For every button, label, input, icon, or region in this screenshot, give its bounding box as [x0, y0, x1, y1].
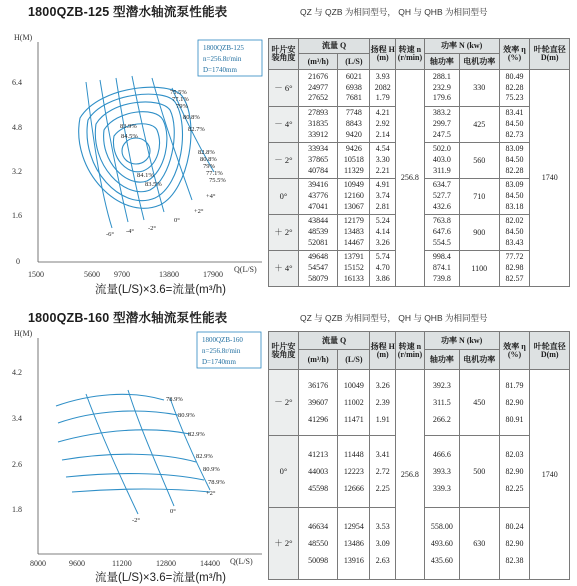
shaft-power-cell: 502.0 403.0 311.9 — [424, 143, 459, 179]
x-tick: 5600 — [84, 270, 100, 279]
y-tick: 3.4 — [12, 414, 22, 423]
speed-value: 256.8 — [396, 70, 425, 287]
header-speed: 转速 n (r/min) — [396, 332, 425, 370]
motor-power-cell: 900 — [460, 215, 499, 251]
efficiency-labels — [166, 396, 225, 486]
flow-m3h-cell: 49648 54547 58079 — [298, 251, 337, 287]
angle-label: -2° — [132, 517, 141, 524]
shaft-power-cell: 634.7 527.7 432.6 — [424, 179, 459, 215]
efficiency-cell: 82.03 82.90 82.25 — [499, 436, 530, 508]
flow-ls-cell: 10949 12160 13067 — [338, 179, 370, 215]
speed-value: 256.8 — [396, 370, 425, 580]
header-angle: 叶片安装角度 — [269, 332, 299, 370]
blade-angle: 0° — [269, 436, 299, 508]
header-flow-m3h: (m³/h) — [298, 350, 337, 370]
flow-ls-cell: 6021 6938 7681 — [338, 70, 370, 107]
header-shaft-power: 轴功率 — [424, 350, 459, 370]
shaft-power-cell: 383.2 299.7 247.5 — [424, 107, 459, 143]
header-shaft-power: 轴功率 — [424, 54, 459, 70]
header-power: 功率 N (kw) — [424, 332, 499, 350]
flow-m3h-cell: 33934 37865 40784 — [298, 143, 337, 179]
efficiency-labels — [120, 89, 226, 188]
y-tick: 3.2 — [12, 167, 22, 176]
blade-angle: － 6° — [269, 70, 299, 107]
pump-diameter: D=1740mm — [202, 358, 236, 366]
x-tick: 9700 — [114, 270, 130, 279]
angle-label: +2° — [194, 208, 204, 215]
eff-label: 82.7% — [188, 126, 205, 133]
eff-label: 75.5% — [209, 177, 226, 184]
pump-model: 1800QZB-125 — [203, 44, 244, 52]
header-head: 扬程 H (m) — [370, 39, 396, 70]
impeller-diameter-value: 1740 — [530, 370, 570, 580]
header-impeller-diameter: 叶轮直径 D(m) — [530, 39, 570, 70]
model-note: QZ 与 QZB 为相同型号， QH 与 QHB 为相同型号 — [300, 7, 488, 17]
blade-angle-curves — [86, 390, 210, 514]
y-tick: 1.6 — [12, 211, 22, 220]
eff-label: 80.9% — [203, 466, 220, 473]
flow-ls-cell: 13791 15152 16133 — [338, 251, 370, 287]
x-axis-label: Q(L/S) — [230, 557, 253, 566]
x-tick: 17900 — [203, 270, 223, 279]
x-tick: 12800 — [156, 559, 176, 568]
section-1800qzb-160 — [0, 302, 577, 586]
table-row — [269, 370, 570, 436]
angle-label: -6° — [106, 231, 115, 238]
flow-ls-cell: 11448 12223 12666 — [338, 436, 370, 508]
x-tick: 11200 — [112, 559, 132, 568]
efficiency-cell: 83.09 84.50 82.28 — [499, 143, 530, 179]
motor-power-cell: 710 — [460, 179, 499, 215]
flow-m3h-cell: 41213 44003 45598 — [298, 436, 337, 508]
angle-label: 0° — [170, 508, 176, 515]
header-head: 扬程 H (m) — [370, 332, 396, 370]
blade-angle: － 2° — [269, 143, 299, 179]
eff-label: 77.1% — [172, 96, 189, 103]
eff-label: 78.9% — [166, 396, 183, 403]
efficiency-cell: 81.79 82.90 80.91 — [499, 370, 530, 436]
y-axis-label: H(M) — [14, 329, 33, 338]
motor-power-cell: 450 — [460, 370, 499, 436]
head-cell: 3.53 3.09 2.63 — [370, 508, 396, 580]
flow-m3h-cell: 21676 24977 27652 — [298, 70, 337, 107]
flow-conversion-note: 流量(L/S)×3.6=流量(m³/h) — [95, 572, 226, 584]
header-impeller-diameter: 叶轮直径 D(m) — [530, 332, 570, 370]
shaft-power-cell: 392.3 311.5 266.2 — [424, 370, 459, 436]
header-flow-m3h: (m³/h) — [298, 54, 337, 70]
flow-ls-cell: 12954 13486 13916 — [338, 508, 370, 580]
head-cell: 3.26 2.39 1.91 — [370, 370, 396, 436]
header-power: 功率 N (kw) — [424, 39, 499, 54]
blade-angle: ＋ 2° — [269, 508, 299, 580]
x-tick: 9600 — [69, 559, 85, 568]
header-efficiency: 效率 η (%) — [499, 332, 530, 370]
eff-label: 84.5% — [121, 133, 138, 140]
motor-power-cell: 630 — [460, 508, 499, 580]
model-note: QZ 与 QZB 为相同型号， QH 与 QHB 为相同型号 — [300, 313, 488, 323]
pump-diameter: D=1740mm — [203, 66, 237, 74]
pump-speed: n=256.8r/min — [202, 347, 241, 355]
eff-label: 83.9% — [120, 123, 137, 130]
efficiency-cell: 83.09 84.50 83.18 — [499, 179, 530, 215]
shaft-power-cell: 998.4 874.1 739.8 — [424, 251, 459, 287]
eff-label: 80.9% — [178, 412, 195, 419]
angle-labels — [132, 490, 216, 524]
angle-label: +2° — [206, 490, 216, 497]
blade-angle: 0° — [269, 179, 299, 215]
y-tick: 2.6 — [12, 460, 22, 469]
eff-label: 82.9% — [188, 431, 205, 438]
flow-m3h-cell: 43844 48539 52081 — [298, 215, 337, 251]
header-flow: 流量 Q — [298, 332, 370, 350]
head-cell: 3.93 2082 1.79 — [370, 70, 396, 107]
eff-label: 79% — [176, 103, 188, 110]
eff-label: 75.5% — [170, 89, 187, 96]
head-cell: 4.21 2.92 2.14 — [370, 107, 396, 143]
eff-label: 83.5% — [145, 181, 162, 188]
header-speed: 转速 n (r/min) — [396, 39, 425, 70]
angle-label: 0° — [174, 217, 180, 224]
head-cell: 5.74 4.70 3.86 — [370, 251, 396, 287]
header-motor-power: 电机功率 — [460, 54, 499, 70]
shaft-power-cell: 558.00 493.60 435.60 — [424, 508, 459, 580]
head-cell: 5.24 4.14 3.26 — [370, 215, 396, 251]
flow-ls-cell: 7748 8843 9420 — [338, 107, 370, 143]
y-tick: 1.8 — [12, 505, 22, 514]
eff-label: 78.9% — [208, 479, 225, 486]
blade-angle: － 4° — [269, 107, 299, 143]
angle-label: +4° — [206, 193, 216, 200]
eff-label: 79% — [203, 163, 215, 170]
flow-ls-cell: 9426 10518 11329 — [338, 143, 370, 179]
eff-label: 80.8% — [200, 156, 217, 163]
head-cell: 4.91 3.74 2.81 — [370, 179, 396, 215]
performance-table — [268, 38, 570, 287]
x-tick: 1500 — [28, 270, 44, 279]
shaft-power-cell: 466.6 393.3 339.3 — [424, 436, 459, 508]
y-axis-label: H(M) — [14, 33, 33, 42]
efficiency-cell: 80.49 82.28 75.23 — [499, 70, 530, 107]
header-flow: 流量 Q — [298, 39, 370, 54]
header-flow-ls: (L/S) — [338, 54, 370, 70]
performance-table — [268, 331, 570, 580]
pump-model: 1800QZB-160 — [202, 336, 243, 344]
y-tick: 0 — [16, 257, 20, 266]
blade-angle: ＋ 4° — [269, 251, 299, 287]
y-tick: 4.8 — [12, 123, 22, 132]
flow-conversion-note: 流量(L/S)×3.6=流量(m³/h) — [95, 284, 226, 296]
flow-ls-cell: 12179 13483 14467 — [338, 215, 370, 251]
section-title: 1800QZB-125 型潜水轴流泵性能表 — [28, 5, 228, 19]
angle-label: -4° — [126, 228, 135, 235]
flow-m3h-cell: 39416 43776 47041 — [298, 179, 337, 215]
header-efficiency: 效率 η (%) — [499, 39, 530, 70]
eff-label: 80.8% — [183, 114, 200, 121]
pump-speed: n=256.8r/min — [203, 55, 242, 63]
blade-angle: － 2° — [269, 370, 299, 436]
efficiency-cell: 82.02 84.50 83.43 — [499, 215, 530, 251]
eff-label: 82.8% — [198, 149, 215, 156]
shaft-power-cell: 288.1 232.9 179.6 — [424, 70, 459, 107]
x-tick: 13800 — [159, 270, 179, 279]
efficiency-cell: 77.72 82.98 82.57 — [499, 251, 530, 287]
motor-power-cell: 500 — [460, 436, 499, 508]
head-cell: 4.54 3.30 2.21 — [370, 143, 396, 179]
motor-power-cell: 425 — [460, 107, 499, 143]
angle-label: -2° — [148, 225, 157, 232]
eff-label: 84.1% — [137, 172, 154, 179]
efficiency-cell: 80.24 82.90 82.38 — [499, 508, 530, 580]
header-flow-ls: (L/S) — [338, 350, 370, 370]
header-motor-power: 电机功率 — [460, 350, 499, 370]
blade-angle: ＋ 2° — [269, 215, 299, 251]
eff-label: 77.1% — [206, 170, 223, 177]
eff-label: 82.9% — [196, 453, 213, 460]
flow-m3h-cell: 36176 39607 41296 — [298, 370, 337, 436]
efficiency-cell: 83.41 84.50 82.73 — [499, 107, 530, 143]
flow-m3h-cell: 27893 31835 33912 — [298, 107, 337, 143]
motor-power-cell: 560 — [460, 143, 499, 179]
motor-power-cell: 330 — [460, 70, 499, 107]
table-row — [269, 70, 570, 107]
motor-power-cell: 1100 — [460, 251, 499, 287]
y-tick: 4.2 — [12, 368, 22, 377]
header-angle: 叶片安装角度 — [269, 39, 299, 70]
x-tick: 8000 — [30, 559, 46, 568]
flow-m3h-cell: 46634 48550 50098 — [298, 508, 337, 580]
section-title: 1800QZB-160 型潜水轴流泵性能表 — [28, 311, 228, 325]
efficiency-contours — [56, 394, 210, 492]
flow-ls-cell: 10049 11002 11471 — [338, 370, 370, 436]
impeller-diameter-value: 1740 — [530, 70, 570, 287]
x-axis-label: Q(L/S) — [234, 265, 257, 274]
x-tick: 14400 — [200, 559, 220, 568]
head-cell: 3.41 2.72 2.25 — [370, 436, 396, 508]
shaft-power-cell: 763.8 647.6 554.5 — [424, 215, 459, 251]
y-tick: 6.4 — [12, 78, 22, 87]
